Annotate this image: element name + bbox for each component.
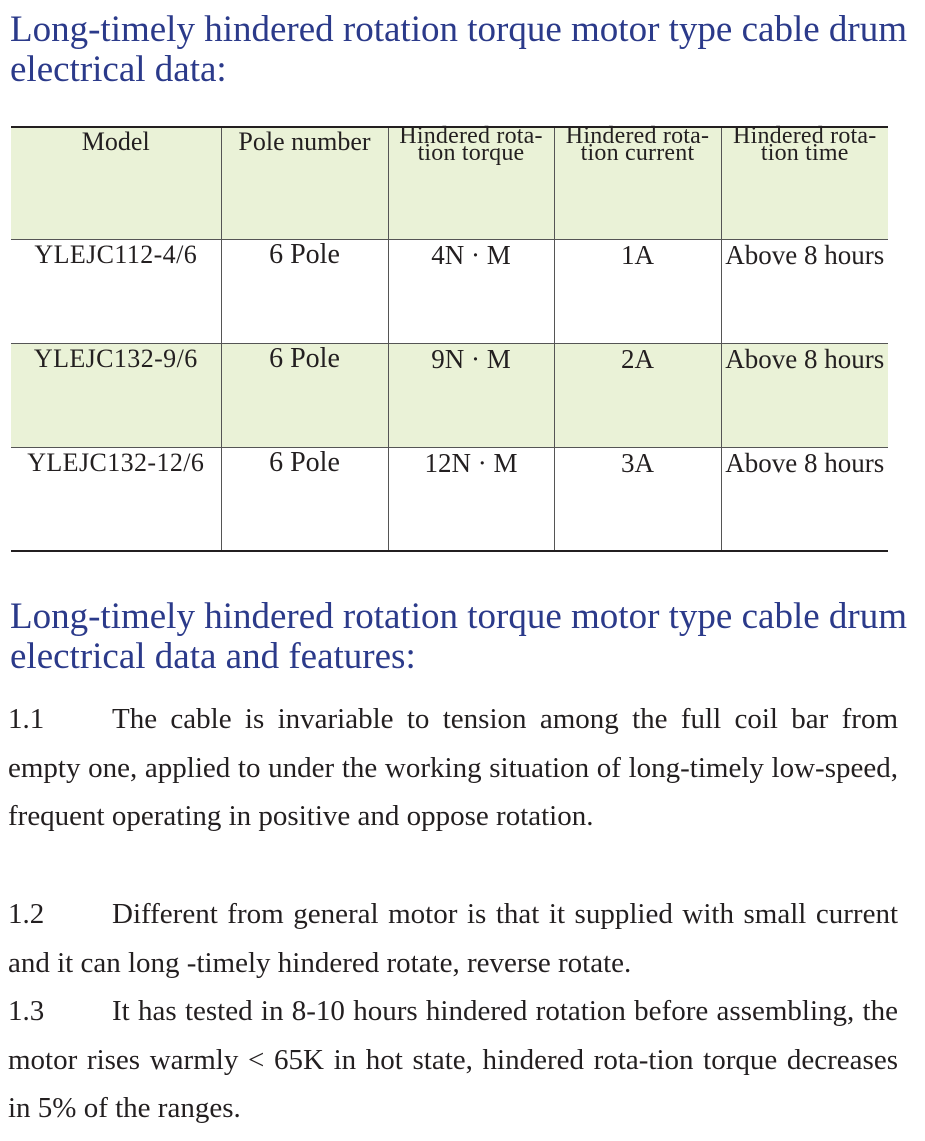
section-title: Long-timely hindered rotation torque motor type cable drum electrical data and features: (10, 596, 907, 677)
feature-number: 1.3 (8, 995, 45, 1027)
cell-pole: 6 Pole (221, 239, 388, 343)
cell-torque: 9N · M (388, 343, 554, 447)
header-model: Model (11, 127, 221, 239)
feature-item (8, 695, 898, 841)
table-row (11, 343, 888, 447)
cell-model: YLEJC132-12/6 (11, 447, 221, 551)
cell-pole: 6 Pole (221, 343, 388, 447)
cell-current: 1A (554, 239, 721, 343)
table-header-row (11, 127, 888, 239)
page-title: Long-timely hindered rotation torque motor type cable drum electrical data: (10, 9, 907, 90)
cell-current: 3A (554, 447, 721, 551)
table-row (11, 239, 888, 343)
cell-current: 2A (554, 343, 721, 447)
table-row (11, 447, 888, 551)
electrical-data-table (11, 123, 888, 552)
header-pole-number: Pole number (221, 127, 388, 239)
header-time: Hindered rota-tion time (721, 127, 888, 239)
feature-number: 1.1 (8, 703, 45, 735)
cell-time: Above 8 hours (721, 447, 888, 551)
cell-torque: 12N · M (388, 447, 554, 551)
feature-text: The cable is invariable to tension among the full coil bar from empty one, applied to under the working situation of long-timely low-speed, frequent operating in positive and oppose rotation. (8, 703, 898, 833)
feature-item (8, 987, 898, 1133)
cell-time: Above 8 hours (721, 239, 888, 343)
feature-number: 1.2 (8, 898, 45, 930)
cell-torque: 4N · M (388, 239, 554, 343)
cell-time: Above 8 hours (721, 343, 888, 447)
header-current: Hindered rota-tion current (554, 127, 721, 239)
cell-model: YLEJC132-9/6 (11, 343, 221, 447)
cell-model: YLEJC112-4/6 (11, 239, 221, 343)
feature-item (8, 890, 898, 987)
header-torque: Hindered rota-tion torque (388, 127, 554, 239)
feature-text: Different from general motor is that it supplied with small current and it can long -timely hindered rotate, reverse rotate. (8, 898, 898, 979)
feature-text: It has tested in 8-10 hours hindered rotation before assembling, the motor rises warmly < 65K in hot state, hindered rota-tion torque decreases in 5% of the ranges. (8, 995, 898, 1125)
cell-pole: 6 Pole (221, 447, 388, 551)
